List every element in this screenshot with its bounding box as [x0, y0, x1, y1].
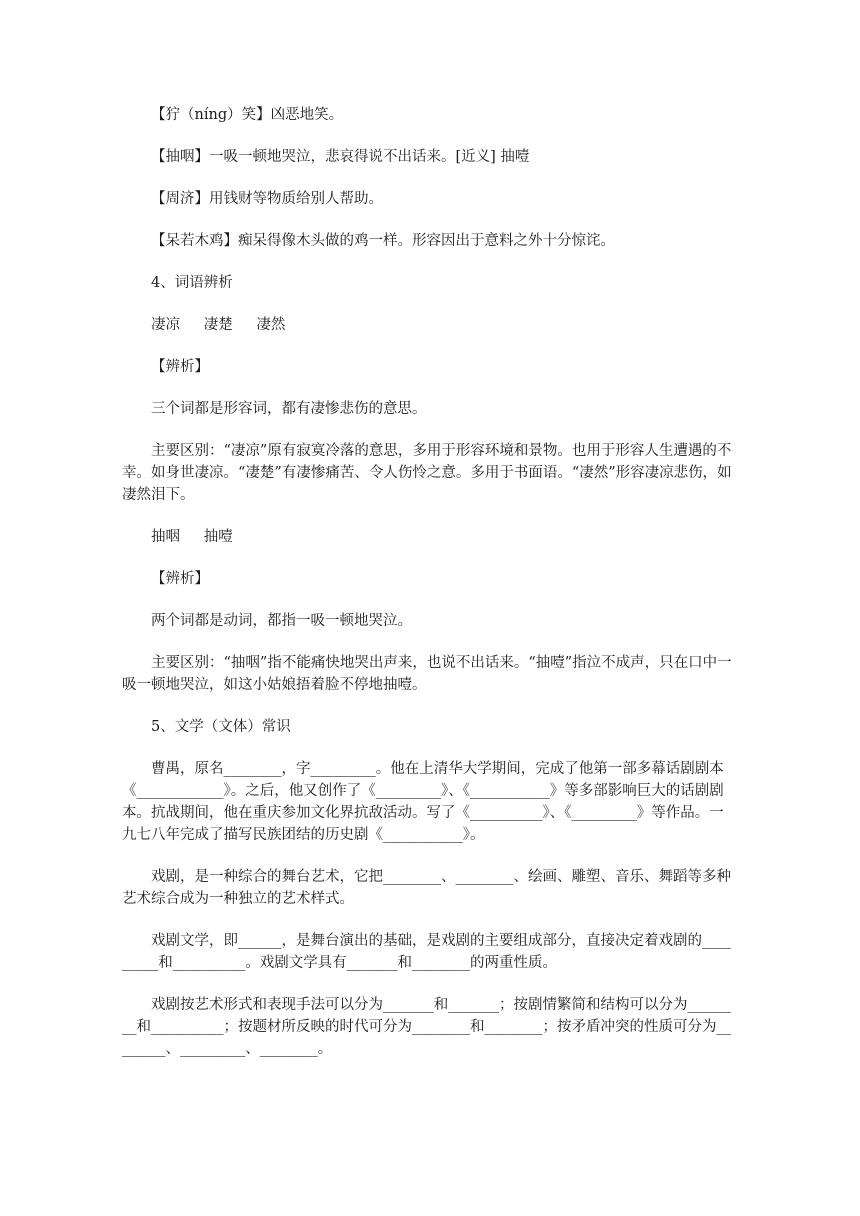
definition-chouyan: 【抽咽】一吸一顿地哭泣，悲哀得说不出话来。[近义] 抽噎	[151, 149, 530, 165]
fill-in-caoyu: 曹禺，原名________，字_________。他在上清华大学期间，完成了他第一部多幕话剧剧本《____________》。之后，他又创作了《_________》、《___________》等多部影响巨大的话剧剧本。抗战期间，他在重庆参加文化界抗敌活动。写了《__________》、《_________》等作品。一九七八年完成了描写民族团结的历史剧《___________》。	[122, 761, 724, 843]
analysis-difference-2: 主要区别：“抽咽”指不能痛快地哭出声来，也说不出话来。“抽噎”指泣不成声，只在口中一吸一顿地哭泣，如这小姑娘捂着脸不停地抽噎。	[122, 655, 732, 693]
analysis-difference-1: 主要区别：“凄凉”原有寂寞冷落的意思，多用于形容环境和景物。也用于形容人生遭遇的不幸。如身世凄凉。“凄楚”有凄惨痛苦、令人伤怜之意。多用于书面语。“凄然”形容凄凉悲伤，如凄然泪下。	[122, 443, 732, 503]
word-group-1: 凄凉 凄楚 凄然	[151, 317, 286, 333]
definition-dairuomuji: 【呆若木鸡】痴呆得像木头做的鸡一样。形容因出于意料之外十分惊诧。	[151, 233, 615, 249]
definition-ningxiao: 【狞（níng）笑】凶恶地笑。	[151, 107, 344, 123]
analysis-common-1: 三个词都是形容词，都有凄惨悲伤的意思。	[151, 401, 427, 417]
definition-zhouji: 【周济】用钱财等物质给别人帮助。	[151, 191, 383, 207]
analysis-common-2: 两个词都是动词，都指一吸一顿地哭泣。	[151, 613, 412, 629]
document-page	[122, 104, 732, 1060]
section-heading-literature: 5、文学（文体）常识	[151, 719, 291, 735]
analysis-label-2: 【辨析】	[151, 571, 209, 587]
fill-in-drama-definition: 戏剧，是一种综合的舞台艺术，它把________、________、绘画、雕塑、音乐、舞蹈等多种艺术综合成为一种独立的艺术样式。	[122, 869, 731, 907]
section-heading-word-analysis: 4、词语辨析	[151, 275, 233, 291]
word-group-2: 抽咽 抽噎	[151, 529, 233, 545]
fill-in-drama-classification: 戏剧按艺术形式和表现手法可以分为_______和_______；按剧情繁简和结构可以分为________和__________；按题材所反映的时代可分为________和________；按矛盾冲突的性质可分为________、_________、________。	[122, 997, 731, 1057]
fill-in-drama-literature: 戏剧文学，即______，是舞台演出的基础，是戏剧的主要组成部分，直接决定着戏剧的_________和__________。戏剧文学具有_______和________的两重性质。	[122, 933, 731, 971]
analysis-label-1: 【辨析】	[151, 359, 209, 375]
